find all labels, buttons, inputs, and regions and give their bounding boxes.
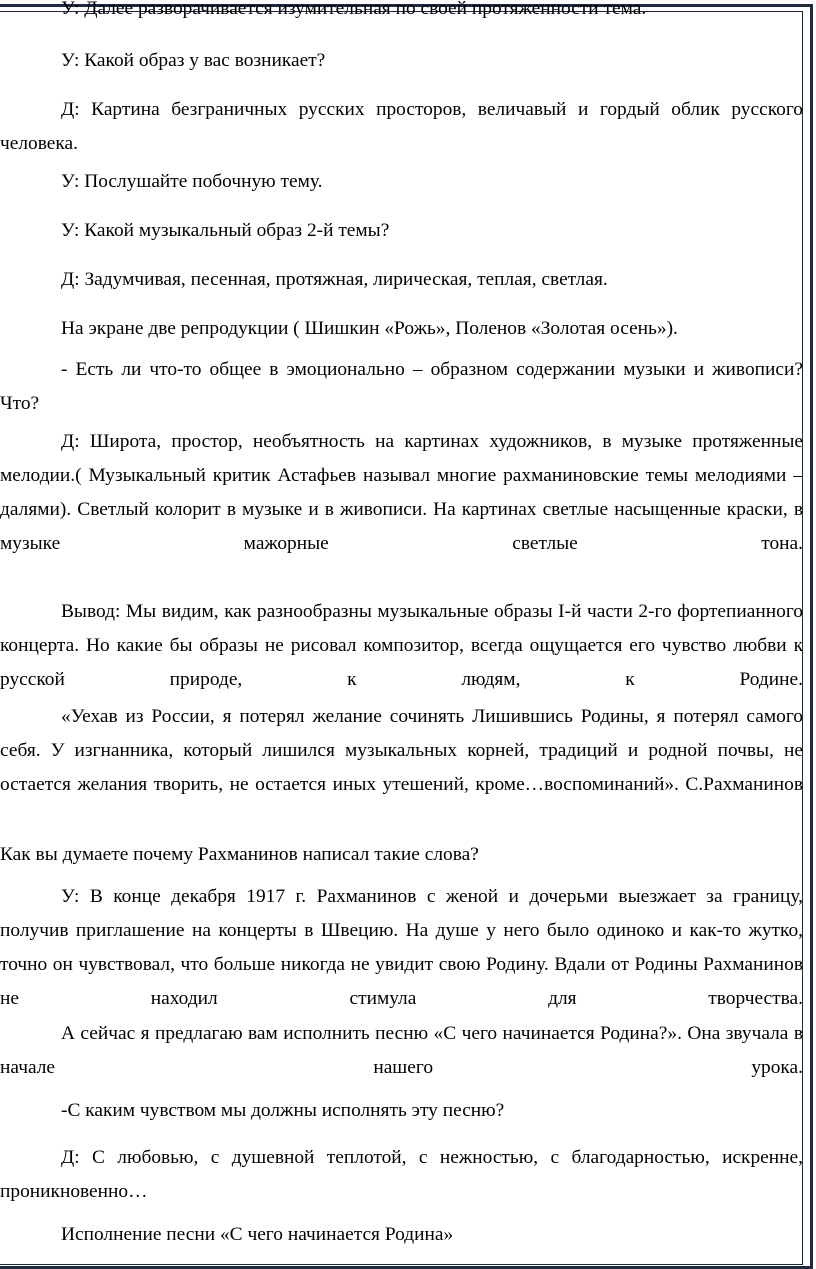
- paragraph-listen-side-theme: У: Послушайте побочную тему.: [61, 171, 323, 192]
- paragraph-song-proposal: А сейчас я предлагаю вам исполнить песню «С чего начинается Родина?». Она звучала в начале нашего урока.: [0, 1023, 803, 1078]
- paragraph-rachmaninoff-quote: «Уехав из России, я потерял желание сочинять Лишившись Родины, я потерял самого себя. У изгнанника, который лишился музыкальных корней, традиций и родной почвы, не остается желания творить, не остается иных утешений, кроме…воспоминаний». С.Рахманинов: [0, 706, 803, 795]
- paragraph-answer-breadth: Д: Широта, простор, необъятность на картинах художников, в музыке протяженные мелодии.( Музыкальный критик Астафьев называл многие рахманиновские темы мелодиями – далями). Светлый колорит в музыке и в живописи. На картинах светлые насыщенные краски, в музыке мажорные светлые тона.: [0, 431, 803, 554]
- paragraph-question-second-theme: У: Какой музыкальный образ 2-й темы?: [61, 220, 390, 241]
- paragraph-answer-russian-expanse: Д: Картина безграничных русских просторов, величавый и гордый облик русского человека.: [0, 99, 803, 154]
- paragraph-question-feeling: -С каким чувством мы должны исполнять эту песню?: [61, 1100, 505, 1121]
- paragraph-question-common: - Есть ли что-то общее в эмоционально – образном содержании музыки и живописи? Что?: [0, 359, 803, 414]
- paragraph-answer-feeling: Д: С любовью, с душевной теплотой, с нежностью, с благодарностью, искренне, проникновенно…: [0, 1147, 803, 1202]
- paragraph-conclusion: Вывод: Мы видим, как разнообразны музыкальные образы I-й части 2-го фортепианного концерта. Но какие бы образы не рисовал композитор, всегда ощущается его чувство любви к русской природе, к людям, к Родине.: [0, 601, 803, 690]
- paragraph-reproductions: На экране две репродукции ( Шишкин «Рожь», Поленов «Золотая осень»).: [61, 318, 678, 339]
- paragraph-question-image: У: Какой образ у вас возникает?: [61, 50, 326, 71]
- paragraph-question-why: Как вы думаете почему Рахманинов написал такие слова?: [0, 844, 479, 865]
- paragraph-song-performance: Исполнение песни «С чего начинается Родина»: [61, 1224, 454, 1245]
- paragraph-emigration-story: У: В конце декабря 1917 г. Рахманинов с женой и дочерьми выезжает за границу, получив приглашение на концерты в Швецию. На душе у него было одиноко и как-то жутко, точно он чувствовал, что больше никогда не увидит свою Родину. Вдали от Родины Рахманинов не находил стимула для творчества.: [0, 886, 803, 1009]
- paragraph-intro-theme: У: Далее разворачивается изумительная по своей протяженности тема.: [61, 0, 647, 19]
- paragraph-answer-lyrical: Д: Задумчивая, песенная, протяжная, лирическая, теплая, светлая.: [61, 269, 608, 290]
